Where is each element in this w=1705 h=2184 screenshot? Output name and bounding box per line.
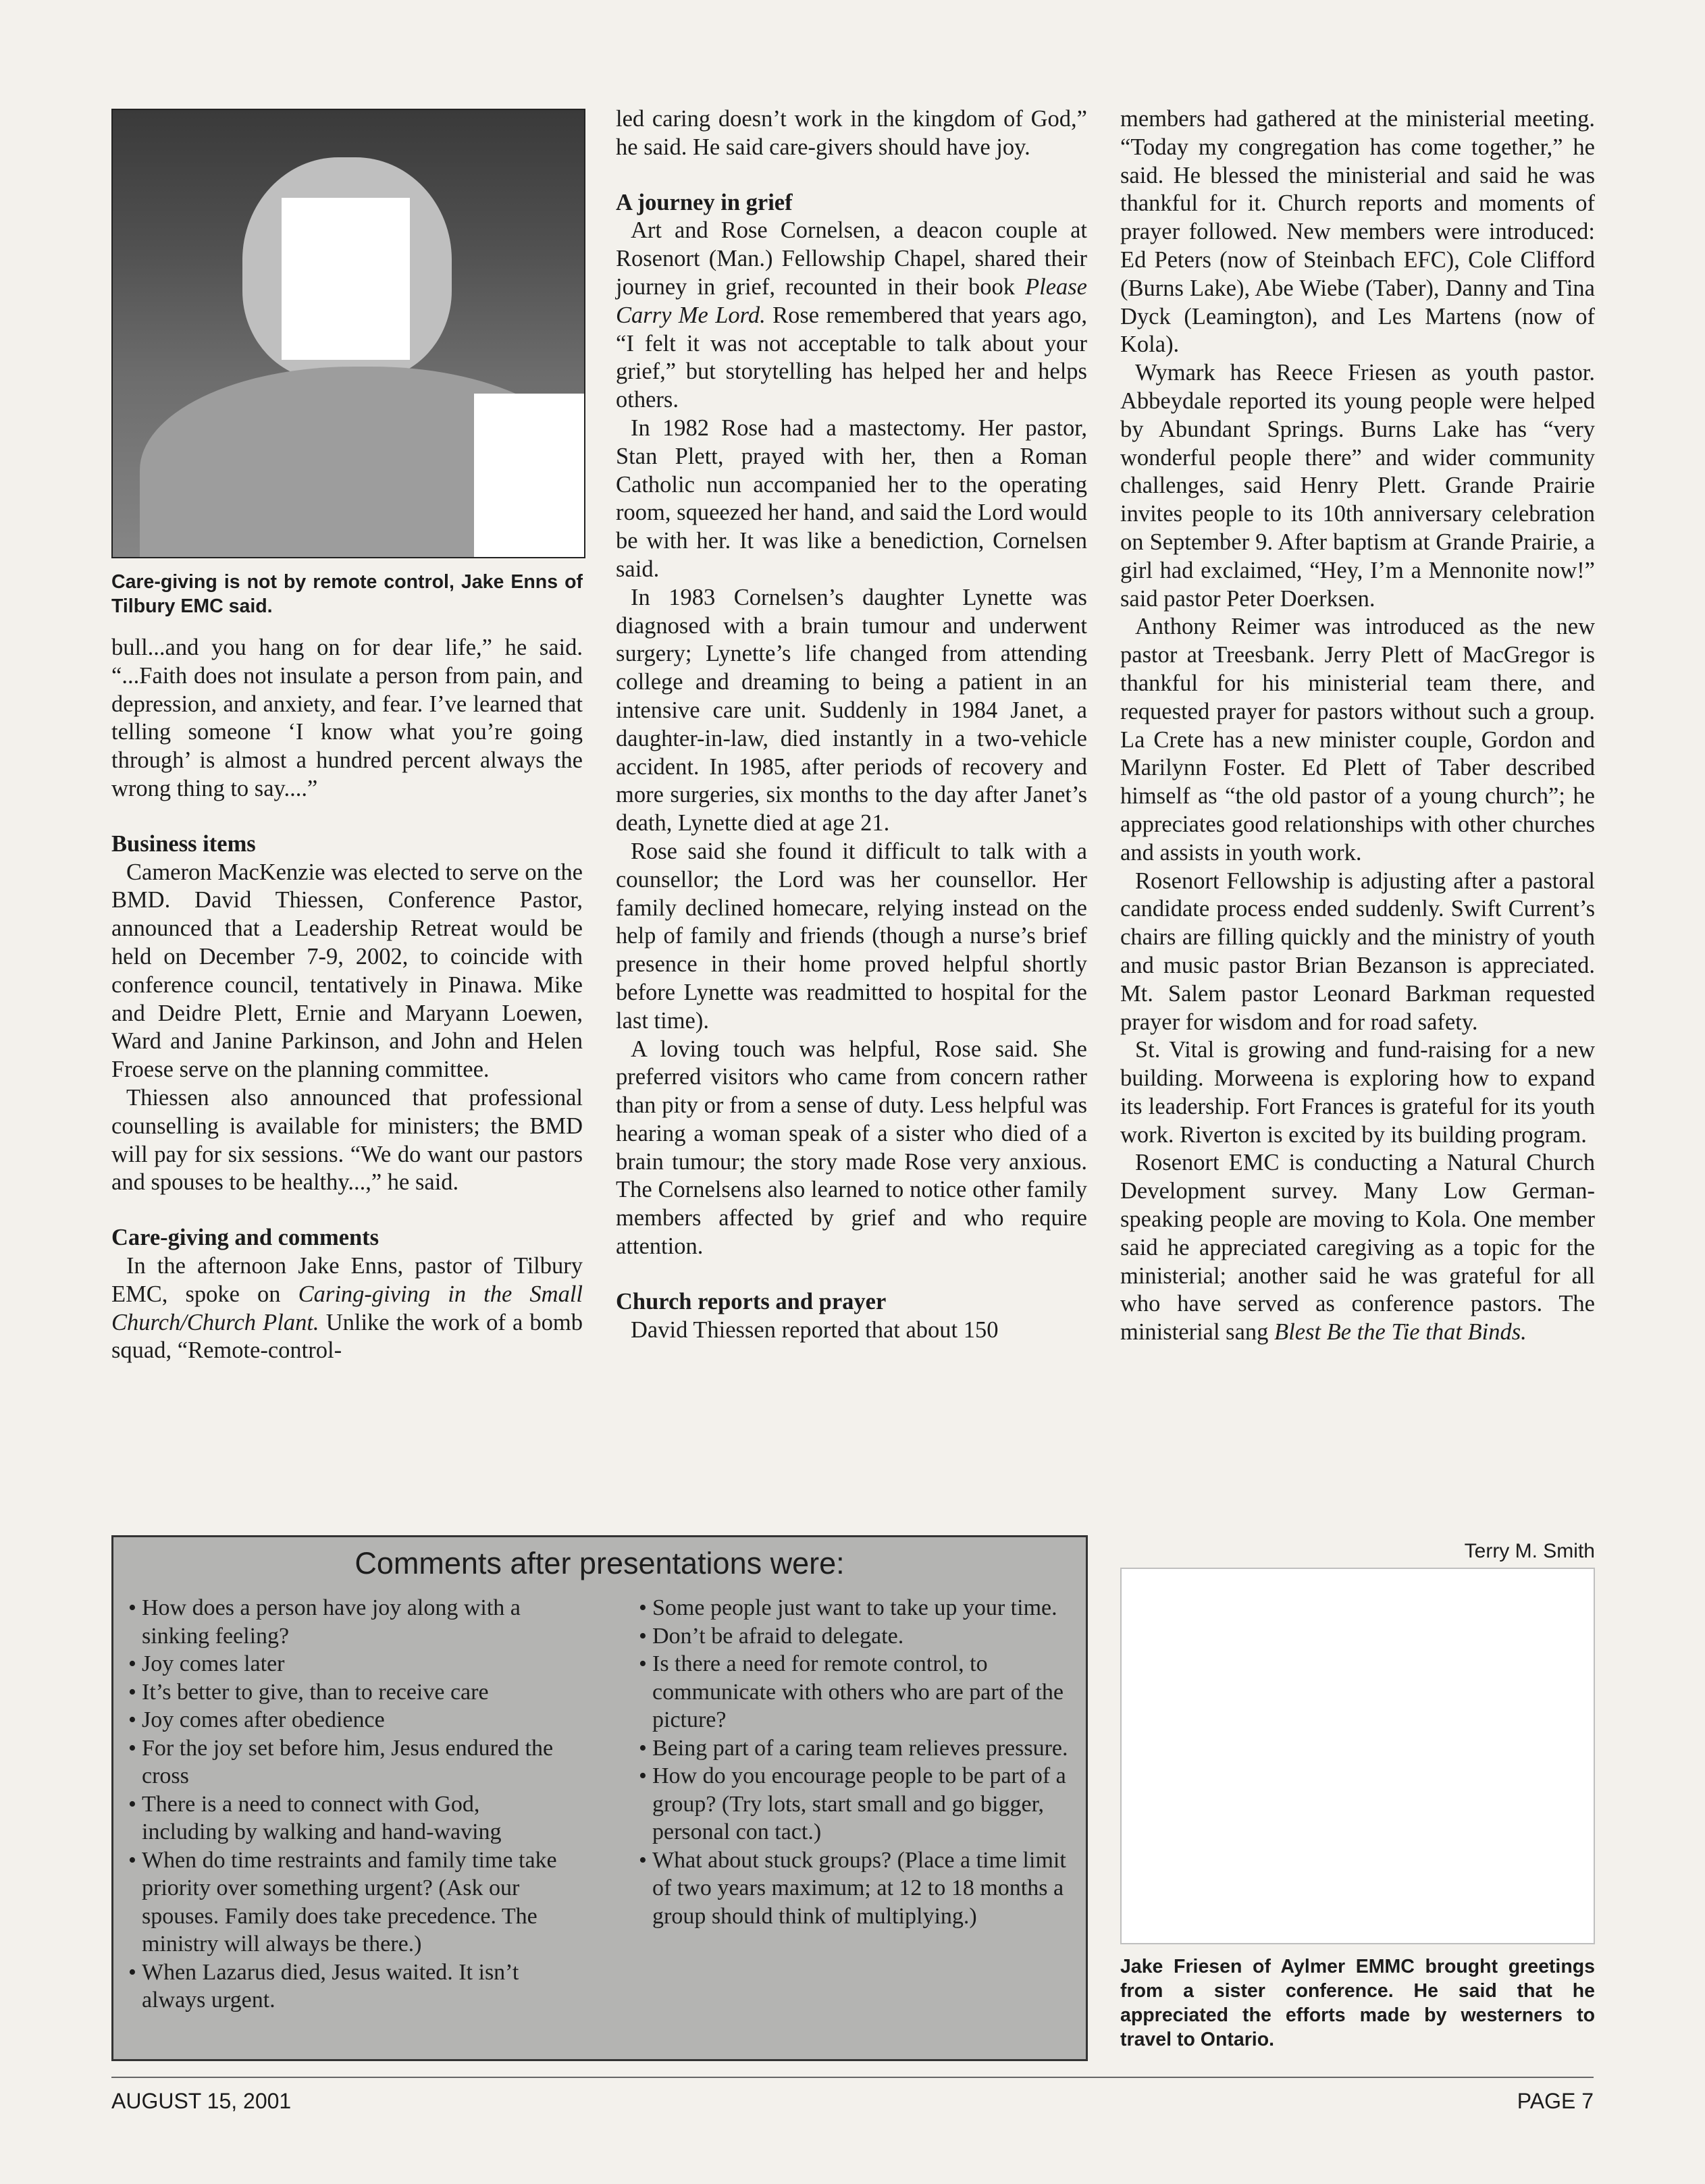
talk-title: Caring-giving in the Small Church/Church Plant. xyxy=(111,1281,583,1335)
text-run: Rose remembered that years ago, “I felt it was not acceptable to talk about your grief,” but storytelling has helped her and helps others. xyxy=(616,302,1087,413)
paragraph: In 1982 Rose had a mastectomy. Her pastor, Stan Plett, prayed with her, then a Roman Catholic nun accompanied her to the operating room, squeezed her hand, and said the Lord would be with her. It was like a benediction, Cornelsen said. xyxy=(616,415,1087,582)
section-heading: Business items xyxy=(111,830,256,857)
comment-item: • There is a need to connect with God, including by walking and hand-waving xyxy=(128,1790,567,1846)
comment-item: • Joy comes later xyxy=(128,1650,567,1678)
paragraph: members had gathered at the ministerial meeting. “Today my congregation has come together,” he said. He blessed the ministerial and said he was thankful for it. Church reports and moments of prayer followed. New members were introduced: Ed Peters (now of Steinbach EFC), Cole Clifford (Burns Lake), Abe Wiebe (Taber), Danny and Tina Dyck (Leamington), and Les Martens (now of Kola). xyxy=(1120,106,1595,358)
photo-caption: Care-giving is not by remote control, Jake Enns of Tilbury EMC said. xyxy=(111,571,583,617)
photo-jake-enns xyxy=(111,109,585,558)
paragraph: St. Vital is growing and fund-raising for a new building. Morweena is exploring how to expand its leadership. Fort Frances is grateful for its youth work. Riverton is excited by its building program. xyxy=(1120,1037,1595,1148)
paragraph xyxy=(111,1252,583,1365)
section-heading: Care-giving and comments xyxy=(111,1225,379,1251)
section-heading: A journey in grief xyxy=(616,189,793,215)
text-run: Art and Rose Cornelsen, a deacon couple at Rosenort (Man.) Fellowship Chapel, shared their journey in grief, recounted in their book xyxy=(616,217,1087,300)
paragraph: Cameron MacKenzie was elected to serve on the BMD. David Thiessen, Conference Pastor, announced that a Leadership Retreat would be held on December 7-9, 2002, to coincide with conference council, tentatively in Pinawa. Mike and Deidre Plett, Ernie and Maryann Loewen, Ward and Janine Parkinson, and John and Helen Froese serve on the planning committee. xyxy=(111,859,583,1083)
paragraph: Rosenort Fellowship is adjusting after a pastoral candidate process ended suddenly. Swift Current’s chairs are filling quickly and the ministry of youth and music pastor Brian Bezanson is appreciated. Mt. Salem pastor Leonard Barkman requested prayer for wisdom and for road safety. xyxy=(1120,868,1595,1035)
redaction-box xyxy=(282,198,410,360)
redaction-box xyxy=(474,394,585,558)
comments-sidebar-box xyxy=(111,1535,1088,2061)
footer-rule xyxy=(111,2077,1594,2078)
article-column-2 xyxy=(616,105,1087,1344)
paragraph: David Thiessen reported that about 150 xyxy=(631,1316,999,1343)
article-column-1 xyxy=(111,634,583,1365)
paragraph: Anthony Reimer was introduced as the new pastor at Treesbank. Jerry Plett of MacGregor is thankful for his ministerial team there, and requested prayer for pastors without such a group. La Crete has a new minister couple, Gordon and Marilynn Foster. Ed Plett of Taber described himself as “the old pastor of a young church”; he appreciates good relationships with other churches and assists in youth work. xyxy=(1120,614,1595,865)
comments-list-right xyxy=(639,1594,1076,1930)
footer-date: AUGUST 15, 2001 xyxy=(111,2089,292,2113)
comment-item: • How do you encourage people to be part of a group? (Try lots, start small and go bigger, personal con tact.) xyxy=(639,1762,1076,1846)
paragraph: Rose said she found it difficult to talk with a counsellor; the Lord was her counsellor. Her family declined homecare, relying instead on the help of family and friends (though a nurse’s brief presence in their home proved helpful shortly before Lynette was readmitted to hospital for the last time). xyxy=(616,838,1087,1034)
comment-item: • When Lazarus died, Jesus waited. It isn’t always urgent. xyxy=(128,1959,567,2015)
paragraph: Thiessen also announced that professional counselling is available for ministers; the BMD will pay for six sessions. “We do want our pastors and spouses to be healthy...,” he said. xyxy=(111,1084,583,1196)
paragraph: A loving touch was helpful, Rose said. She preferred visitors who came from concern rather than pity or from a sense of duty. Less helpful was hearing a woman speak of a sister who died of a brain tumour; the story made Rose very anxious. The Cornelsens also learned to notice other family members affected by grief and who require attention. xyxy=(616,1036,1087,1260)
comment-item: • Being part of a caring team relieves pressure. xyxy=(639,1734,1076,1763)
text-run: Unlike the work of a bomb squad, “Remote-control- xyxy=(111,1309,583,1364)
comment-item: • For the joy set before him, Jesus endured the cross xyxy=(128,1734,567,1790)
photo-caption: Jake Friesen of Aylmer EMMC brought greetings from a sister conference. He said that he appreciated the efforts made by westerners to travel to Ontario. xyxy=(1120,1956,1595,2050)
comment-item: • Is there a need for remote control, to communicate with others who are part of the picture? xyxy=(639,1650,1076,1734)
paragraph xyxy=(616,217,1087,415)
author-byline: Terry M. Smith xyxy=(1464,1540,1595,1562)
hymn-title: Blest Be the Tie that Binds. xyxy=(1274,1319,1527,1346)
comment-item: • When do time restraints and family time take priority over something urgent? (Ask our spouses. Family does take precedence. The ministry will always be there.) xyxy=(128,1846,567,1959)
paragraph: bull...and you hang on for dear life,” he said. “...Faith does not insulate a person from pain, and depression, and anxiety, and fear. I’ve learned that telling someone ‘I know what you’re going through’ is almost a hundred percent always the wrong thing to say....” xyxy=(111,635,583,801)
photo-jake-friesen-placeholder xyxy=(1120,1568,1595,1944)
comment-item: • How does a person have joy along with a sinking feeling? xyxy=(128,1594,567,1650)
text-run: In the afternoon Jake Enns, pastor of Tilbury EMC, spoke on xyxy=(111,1252,583,1307)
book-title: Please Carry Me Lord. xyxy=(616,273,1087,328)
comment-item: • What about stuck groups? (Place a time limit of two years maximum; at 12 to 18 months a group should think of multiplying.) xyxy=(639,1846,1076,1931)
footer-page-number: PAGE 7 xyxy=(1517,2089,1594,2113)
section-heading: Church reports and prayer xyxy=(616,1288,887,1314)
comments-list-left xyxy=(128,1594,567,2015)
paragraph: In 1983 Cornelsen’s daughter Lynette was diagnosed with a brain tumour and underwent surgery; Lynette’s life changed from attending college and dreaming to being a patient in an intensive care unit. Suddenly in 1984 Janet, a daughter-in-law, died instantly in a two-vehicle accident. In 1985, after periods of recovery and more surgeries, six months to the day after Janet’s death, Lynette died at age 21. xyxy=(616,584,1087,836)
comment-item: • Joy comes after obedience xyxy=(128,1706,567,1734)
comment-item: • It’s better to give, than to receive care xyxy=(128,1678,567,1707)
article-column-3 xyxy=(1120,105,1595,1347)
paragraph: Wymark has Reece Friesen as youth pastor. Abbeydale reported its young people were helped by Abundant Springs. Burns Lake has “very wonderful people there” and wider community challenges, said Henry Plett. Grande Prairie invites people to its 10th anniversary celebration on September 9. After baptism at Grande Prairie, a girl had exclaimed, “Hey, I’m a Mennonite now!” said pastor Peter Doerksen. xyxy=(1120,360,1595,612)
comment-item: • Don’t be afraid to delegate. xyxy=(639,1622,1076,1651)
paragraph: led caring doesn’t work in the kingdom of God,” he said. He said care-givers should have joy. xyxy=(616,106,1087,160)
comment-item: • Some people just want to take up your time. xyxy=(639,1594,1076,1622)
box-title: Comments after presentations were: xyxy=(355,1546,845,1580)
text-run: Rosenort EMC is conducting a Natural Church Development survey. Many Low German-speaking people are moving to Kola. One member said he appreciated caregiving as a topic for the ministerial; another said he was grateful for all who have served as conference pastors. The ministerial sang xyxy=(1120,1150,1595,1346)
paragraph xyxy=(1120,1149,1595,1347)
